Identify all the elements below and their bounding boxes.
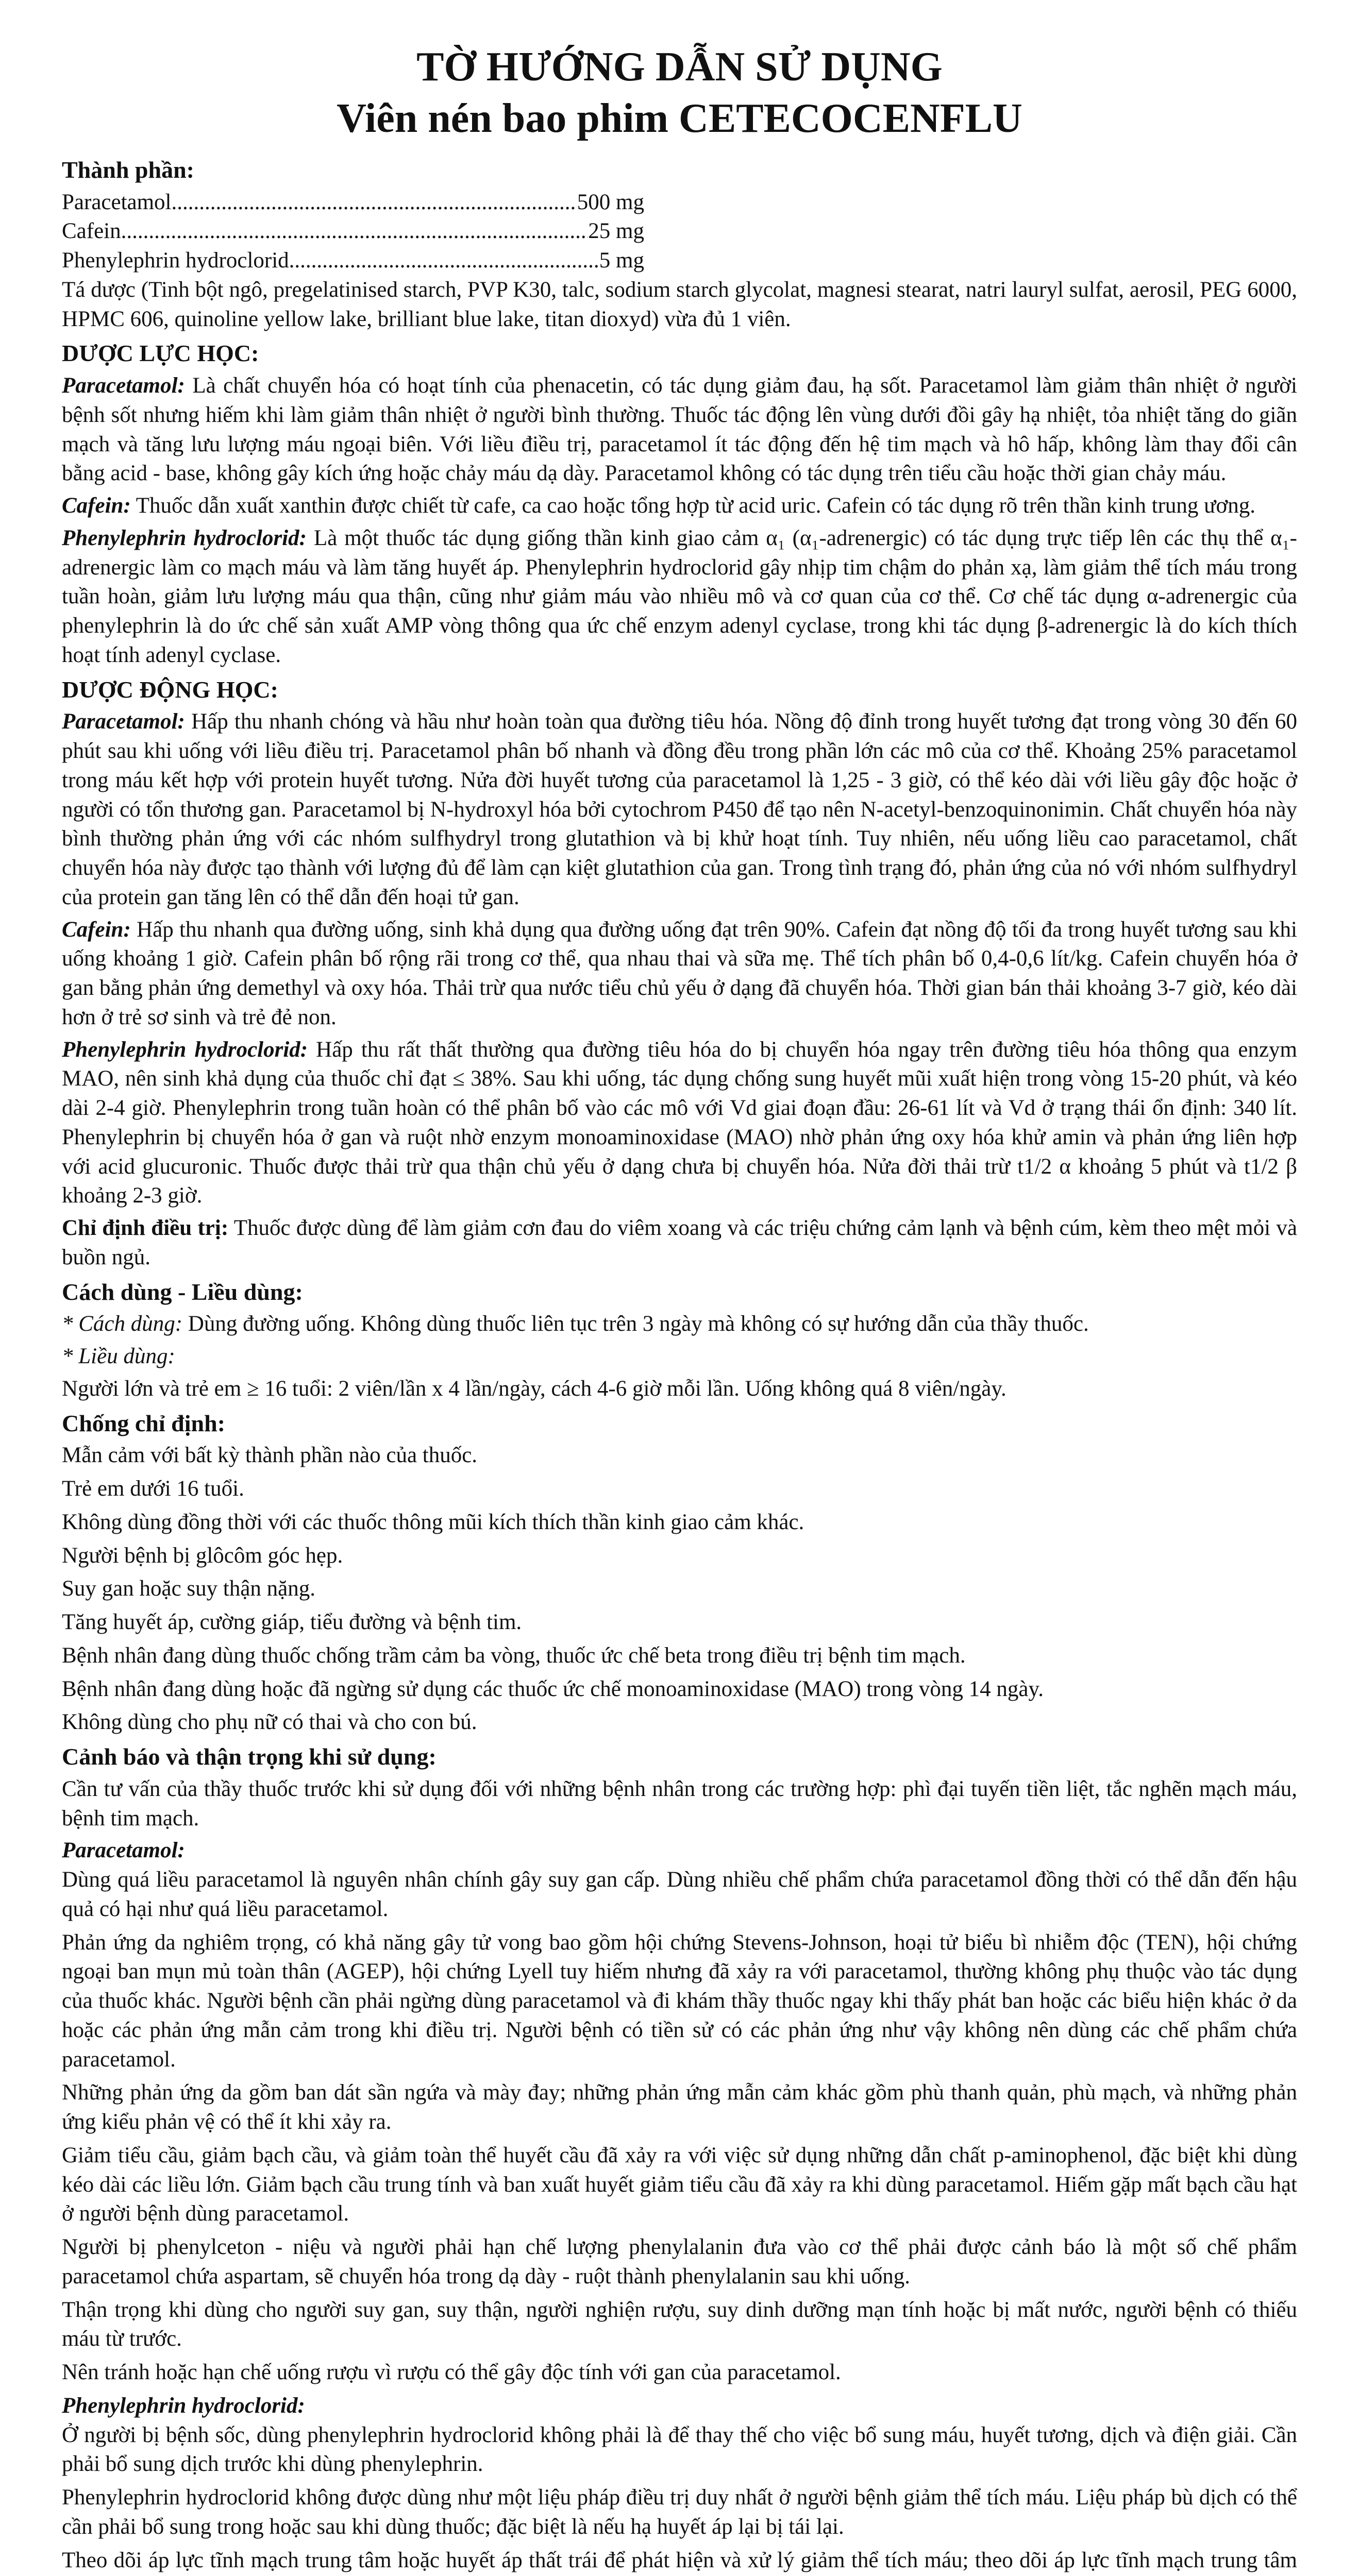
pk-phenylephrin [62,1036,1297,1211]
indications-label: Chỉ định điều trị: [62,1216,229,1241]
contraindication-item: Người bệnh bị glôcôm góc hẹp. [62,1543,343,1568]
pk-cafein-text: Hấp thu nhanh qua đường uống, sinh khả dụng qua đường uống đạt trên 90%. Cafein đạt nồng độ tối đa trong huyết tương sau khi uống khoảng 1 giờ. Cafein phân bố rộng rãi trong cơ thể, qua nhau thai và sữa mẹ. Thể tích phân bố 0,4-0,6 lít/kg. Cafein chuyển hóa ở gan bằng phản ứng demethyl và oxy hóa. Thải trừ qua nước tiểu chủ yếu ở dạng đã chuyển hóa. Thời gian bán thải khoảng 3-7 giờ, kéo dài hơn ở trẻ sơ sinh và trẻ đẻ non. [62,917,1297,1029]
pk-phenylephrin-text: Hấp thu rất thất thường qua đường tiêu hóa do bị chuyển hóa ngay trên đường tiêu hóa thông qua enzym MAO, nên sinh khả dụng của thuốc chỉ đạt ≤ 38%. Sau khi uống, tác dụng chống sung huyết mũi xuất hiện trong vòng 15-20 phút, và kéo dài 2-4 giờ. Phenylephrin trong tuần hoàn có thể phân bố vào các mô với Vd giai đoạn đầu: 26-61 lít và Vd ở trạng thái ổn định: 340 lít. Phenylephrin bị chuyển hóa ở gan và ruột nhờ enzym monoaminoxidase (MAO) nhờ phản ứng oxy hóa khử amin và phản ứng liên hợp với acid glucuronic. Thuốc được thải trừ qua thận chủ yếu ở dạng chưa bị chuyển hóa. Nửa đời thải trừ t1/2 α khoảng 5 phút và t1/2 β khoảng 2-3 giờ. [62,1037,1297,1208]
pk-paracetamol [62,707,1297,912]
document-title: TỜ HƯỚNG DẪN SỬ DỤNG [416,44,943,90]
ingredient-name: Phenylephrin hydroclorid [62,248,289,273]
pd-cafein-text: Thuốc dẫn xuất xanthin được chiết từ cafe, ca cao hoặc tổng hợp từ acid uric. Cafein có tác dụng rõ trên thần kinh trung ương. [136,494,1255,518]
pk-cafein [62,916,1297,1032]
contraindication-item: Bệnh nhân đang dùng hoặc đã ngừng sử dụng các thuốc ức chế monoaminoxidase (MAO) trong vòng 14 ngày. [62,1676,1044,1701]
warnings-paracetamol-label: Paracetamol: [62,1838,185,1863]
warning-item: Người bị phenylceton - niệu và người phải hạn chế lượng phenylalanin đưa vào cơ thể phải được cảnh báo là một số chế phẩm paracetamol chứa aspartam, sẽ chuyển hóa trong dạ dày - ruột thành phenylalanin sau khi uống. [62,2235,1297,2289]
ingredient-qty: 5 mg [599,248,644,273]
contraindications-heading: Chống chỉ định: [62,1410,226,1436]
warning-item: Ở người bị bệnh sốc, dùng phenylephrin hydroclorid không phải là để thay thế cho việc bổ sung máu, huyết tương, dịch và điện giải. Cần phải bổ sung dịch trước khi dùng phenylephrin. [62,2422,1297,2477]
warning-item: Phenylephrin hydroclorid không được dùng như một liệu pháp điều trị duy nhất ở người bệnh giảm thể tích máu. Liệu pháp bù dịch có thể cần phải bổ sung trong hoặc sau khi dùng thuốc; đặc biệt là nếu hạ huyết áp lại bị tái lại. [62,2485,1297,2539]
pk-paracetamol-text: Hấp thu nhanh chóng và hầu như hoàn toàn qua đường tiêu hóa. Nồng độ đỉnh trong huyết tương đạt trong vòng 30 đến 60 phút sau khi uống với liều điều trị. Paracetamol phân bố nhanh và đồng đều trong phần lớn các mô của cơ thể. Khoảng 25% paracetamol trong máu kết hợp với protein huyết tương. Nửa đời huyết tương của paracetamol là 1,25 - 3 giờ, có thể kéo dài với liều gây độc hoặc ở người có tổn thương gan. Paracetamol bị N-hydroxyl hóa bởi cytochrom P450 để tạo nên N-acetyl-benzoquinonimin. Chất chuyển hóa này bình thường phản ứng với các nhóm sulfhydryl trong glutathion và bị khử hoạt tính. Tuy nhiên, nếu uống liều cao paracetamol, chất chuyển hóa này được tạo thành với lượng đủ để làm cạn kiệt glutathion của gan. Trong tình trạng đó, phản ứng của nó với nhóm sulfhydryl của protein gan tăng lên có thể dẫn đến hoại tử gan. [62,709,1298,909]
warnings-phenylephrin-label: Phenylephrin hydroclorid: [62,2393,305,2418]
ingredient-qty: 500 mg [577,190,644,214]
dose-label: Liều dùng: [78,1344,175,1369]
dose: * Liều dùng: [62,1344,175,1369]
pd-phenylephrin [62,524,1297,670]
warning-item: Phản ứng da nghiêm trọng, có khả năng gây tử vong bao gồm hội chứng Stevens-Johnson, hoại tử biểu bì nhiễm độc (TEN), hội chứng ngoại ban mụn mủ toàn thân (AGEP), hội chứng Lyell tuy hiếm nhưng đã xảy ra với paracetamol, thường không phụ thuộc vào tác dụng của thuốc khác. Người bệnh cần phải ngừng dùng paracetamol và đi khám thầy thuốc ngay khi thấy phát ban hoặc các biểu hiện khác ở da hoặc các phản ứng mẫn cảm trong khi điều trị. Người bệnh có tiền sử có các phản ứng như vậy không nên dùng các chế phẩm chứa paracetamol. [62,1930,1297,2072]
composition-heading: Thành phần: [62,157,194,183]
warning-item: Thận trọng khi dùng cho người suy gan, suy thận, người nghiện rượu, suy dinh dưỡng mạn tính hoặc bị mất nước, người bệnh có thiếu máu từ trước. [62,2297,1297,2351]
warning-item: Những phản ứng da gồm ban dát sần ngứa và mày đay; những phản ứng mẫn cảm khác gồm phù thanh quản, phù mạch, và những phản ứng kiểu phản vệ có thể ít khi xảy ra. [62,2080,1297,2134]
warning-item: Nên tránh hoặc hạn chế uống rượu vì rượu có thể gây độc tính với gan của paracetamol. [62,2360,841,2385]
composition-row [62,188,644,217]
warning-item: Theo dõi áp lực tĩnh mạch trung tâm hoặc huyết áp thất trái để phát hiện và xử lý giảm thể tích máu; theo dõi áp lực tĩnh mạch trung tâm [62,2548,1297,2572]
excipients-text: Tá dược (Tinh bột ngô, pregelatinised starch, PVP K30, talc, sodium starch glycolat, magnesi stearat, natri lauryl sulfat, aerosil, PEG 6000, HPMC 606, quinoline yellow lake, brilliant blue lake, titan dioxyd) vừa đủ 1 viên. [62,277,1297,331]
warnings-heading: Cảnh báo và thận trọng khi sử dụng: [62,1743,437,1770]
contraindication-item: Tăng huyết áp, cường giáp, tiểu đường và bệnh tim. [62,1610,522,1635]
indications [62,1214,1297,1273]
indications-text: Thuốc được dùng để làm giảm cơn đau do viêm xoang và các triệu chứng cảm lạnh và bệnh cúm, kèm theo mệt mỏi và buồn ngủ. [62,1216,1297,1269]
ingredient-name: Paracetamol [62,190,172,214]
pk-paracetamol-label: Paracetamol: [62,709,185,734]
pd-paracetamol-label: Paracetamol: [62,374,185,398]
dose-text: Người lớn và trẻ em ≥ 16 tuổi: 2 viên/lần x 4 lần/ngày, cách 4-6 giờ mỗi lần. Uống không quá 8 viên/ngày. [62,1376,1006,1401]
usage-text: Dùng đường uống. Không dùng thuốc liên tục trên 3 ngày mà không có sự hướng dẫn của thầy thuốc. [188,1312,1089,1336]
usage: * Cách dùng: Dùng đường uống. Không dùng thuốc liên tục trên 3 ngày mà không có sự hướng dẫn của thầy thuốc. [62,1312,1089,1336]
pd-cafein [62,492,1297,521]
pk-phenylephrin-label: Phenylephrin hydroclorid: [62,1037,308,1062]
warning-item: Dùng quá liều paracetamol là nguyên nhân chính gây suy gan cấp. Dùng nhiều chế phẩm chứa paracetamol đồng thời có thể dẫn đến hậu quả có hại như quá liều paracetamol. [62,1868,1297,1921]
contraindication-item: Không dùng cho phụ nữ có thai và cho con bú. [62,1710,477,1735]
pk-cafein-label: Cafein: [62,917,131,942]
pd-phenylephrin-label: Phenylephrin hydroclorid: [62,526,307,550]
pharmacodynamics-heading: DƯỢC LỰC HỌC: [62,340,259,367]
composition-row [62,246,644,276]
usage-label: Cách dùng: [78,1312,183,1336]
contraindication-item: Mẫn cảm với bất kỳ thành phần nào của thuốc. [62,1443,478,1468]
pd-cafein-label: Cafein: [62,494,131,518]
pd-paracetamol-text: Là chất chuyển hóa có hoạt tính của phenacetin, có tác dụng giảm đau, hạ sốt. Paracetamol làm giảm thân nhiệt ở người bệnh sốt nhưng hiếm khi làm giảm thân nhiệt ở người bình thường. Thuốc tác động lên vùng dưới đồi gây hạ nhiệt, tỏa nhiệt tăng do giãn mạch và tăng lưu lượng máu ngoại biên. Với liều điều trị, paracetamol ít tác động đến hệ tim mạch và hô hấp, không làm thay đổi cân bằng acid - base, không gây kích ứng hoặc chảy máu dạ dày. Paracetamol không có tác dụng trên tiểu cầu hoặc thời gian chảy máu. [62,374,1297,486]
contraindication-item: Trẻ em dưới 16 tuổi. [62,1477,244,1501]
ingredient-qty: 25 mg [588,219,644,244]
ingredient-name: Cafein [62,219,121,244]
contraindication-item: Bệnh nhân đang dùng thuốc chống trầm cảm ba vòng, thuốc ức chế beta trong điều trị bệnh tim mạch. [62,1643,966,1668]
pharmacokinetics-heading: DƯỢC ĐỘNG HỌC: [62,676,278,703]
composition-row [62,217,644,246]
product-name: Viên nén bao phim CETECOCENFLU [337,96,1022,141]
pd-phenylephrin-text: Là một thuốc tác dụng giống thần kinh giao cảm α₁ (α₁-adrenergic) có tác dụng trực tiếp lên các thụ thể α₁-adrenergic làm co mạch máu và làm tăng huyết áp. Phenylephrin hydroclorid gây nhịp tim chậm do phản xạ, làm giảm thể tích máu trong tuần hoàn, giảm lưu lượng máu qua thận, cũng như giảm máu vào nhiều mô và cơ quan của cơ thể. Cơ chế tác dụng α-adrenergic của phenylephrin là do ức chế sản xuất AMP vòng thông qua ức chế enzym adenyl cyclase, trong khi tác dụng β-adrenergic là do kích thích hoạt tính adenyl cyclase. [62,526,1298,667]
warning-item: Giảm tiểu cầu, giảm bạch cầu, và giảm toàn thể huyết cầu đã xảy ra với việc sử dụng những dẫn chất p-aminophenol, đặc biệt khi dùng kéo dài các liều lớn. Giảm bạch cầu trung tính và ban xuất huyết giảm tiểu cầu đã xảy ra khi dùng paracetamol. Hiếm gặp mất bạch cầu hạt ở người bệnh dùng paracetamol. [62,2143,1297,2226]
contraindication-item: Không dùng đồng thời với các thuốc thông mũi kích thích thần kinh giao cảm khác. [62,1510,804,1534]
warnings-intro: Cần tư vấn của thầy thuốc trước khi sử dụng đối với những bệnh nhân trong các trường hợp: phì đại tuyến tiền liệt, tắc nghẽn mạch máu, bệnh tim mạch. [62,1776,1297,1831]
dosage-heading: Cách dùng - Liều dùng: [62,1278,303,1305]
pd-paracetamol [62,371,1297,488]
contraindication-item: Suy gan hoặc suy thận nặng. [62,1577,316,1601]
